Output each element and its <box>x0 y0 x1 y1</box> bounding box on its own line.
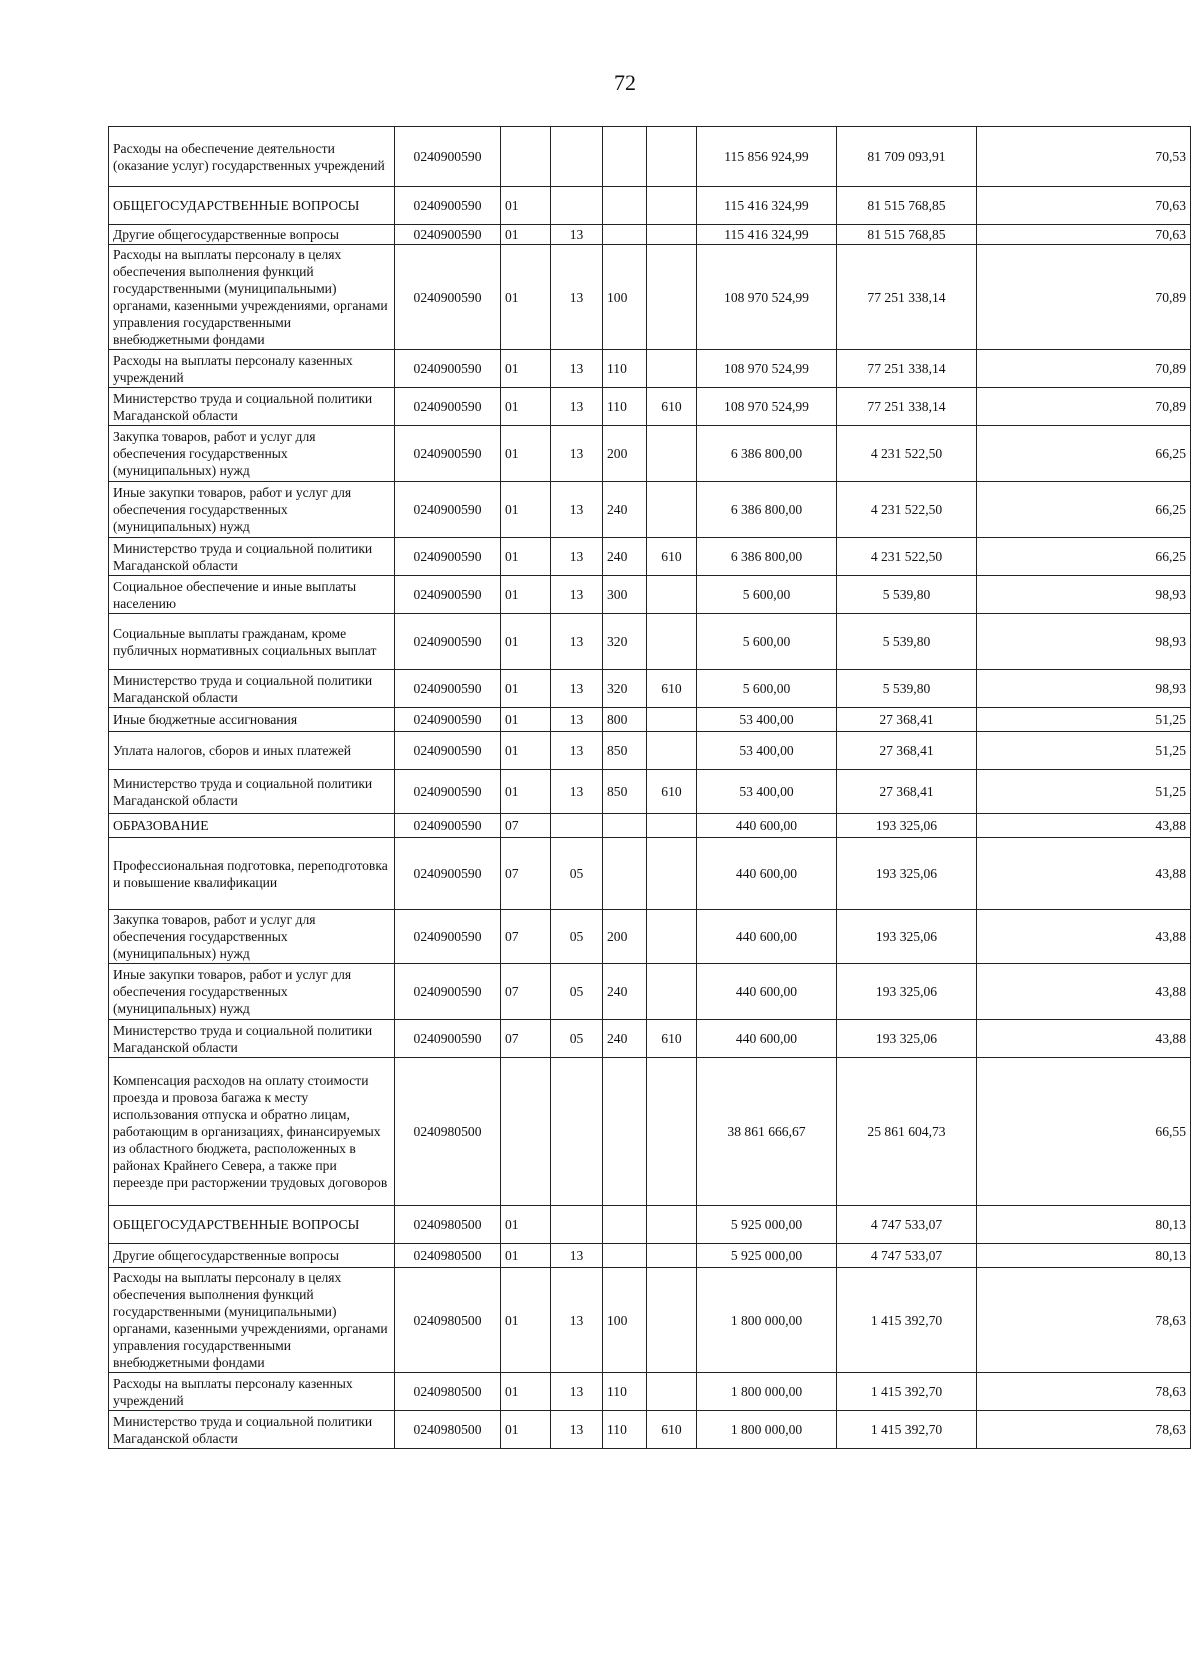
cell-name: Социальное обеспечение и иные выплаты населению <box>109 576 395 614</box>
cell-code: 0240900590 <box>395 838 501 910</box>
cell-grbs: 610 <box>647 388 697 426</box>
cell-code: 0240900590 <box>395 350 501 388</box>
cell-plan: 440 600,00 <box>697 814 837 838</box>
cell-actual: 193 325,06 <box>837 814 977 838</box>
cell-name: Министерство труда и социальной политики Магаданской области <box>109 1411 395 1449</box>
cell-name: Закупка товаров, работ и услуг для обеспечения государственных (муниципальных) нужд <box>109 426 395 482</box>
cell-rz: 01 <box>501 538 551 576</box>
table-row <box>109 1206 1191 1244</box>
cell-name: Закупка товаров, работ и услуг для обеспечения государственных (муниципальных) нужд <box>109 910 395 964</box>
cell-code: 0240900590 <box>395 127 501 187</box>
cell-plan: 440 600,00 <box>697 910 837 964</box>
cell-code: 0240900590 <box>395 1020 501 1058</box>
cell-rz: 07 <box>501 838 551 910</box>
cell-pr: 13 <box>551 225 603 245</box>
cell-plan: 5 600,00 <box>697 670 837 708</box>
cell-name: ОБЩЕГОСУДАРСТВЕННЫЕ ВОПРОСЫ <box>109 187 395 225</box>
cell-percent: 78,63 <box>977 1268 1191 1373</box>
cell-name: Расходы на обеспечение деятельности (оказание услуг) государственных учреждений <box>109 127 395 187</box>
cell-name: ОБЩЕГОСУДАРСТВЕННЫЕ ВОПРОСЫ <box>109 1206 395 1244</box>
cell-name: Уплата налогов, сборов и иных платежей <box>109 732 395 770</box>
cell-vr: 100 <box>603 245 647 350</box>
table-row <box>109 838 1191 910</box>
cell-actual: 77 251 338,14 <box>837 350 977 388</box>
cell-plan: 115 416 324,99 <box>697 187 837 225</box>
cell-pr: 05 <box>551 964 603 1020</box>
cell-code: 0240900590 <box>395 910 501 964</box>
cell-plan: 440 600,00 <box>697 964 837 1020</box>
cell-vr: 110 <box>603 1411 647 1449</box>
cell-grbs <box>647 1058 697 1206</box>
cell-name: Расходы на выплаты персоналу казенных учреждений <box>109 350 395 388</box>
cell-pr: 13 <box>551 614 603 670</box>
cell-actual: 4 231 522,50 <box>837 482 977 538</box>
cell-name: Расходы на выплаты персоналу в целях обеспечения выполнения функций государственными (муниципальными) органами, казенными учреждениями, органами управления государственными внебюджетными фондами <box>109 245 395 350</box>
cell-percent: 98,93 <box>977 576 1191 614</box>
cell-vr: 800 <box>603 708 647 732</box>
cell-grbs <box>647 1373 697 1411</box>
cell-percent: 80,13 <box>977 1206 1191 1244</box>
cell-rz: 01 <box>501 708 551 732</box>
cell-percent: 70,63 <box>977 225 1191 245</box>
cell-pr <box>551 127 603 187</box>
cell-grbs <box>647 814 697 838</box>
cell-rz: 01 <box>501 576 551 614</box>
cell-rz: 01 <box>501 225 551 245</box>
cell-pr: 13 <box>551 1268 603 1373</box>
cell-plan: 5 925 000,00 <box>697 1244 837 1268</box>
cell-plan: 1 800 000,00 <box>697 1373 837 1411</box>
cell-vr: 240 <box>603 482 647 538</box>
cell-grbs <box>647 1244 697 1268</box>
cell-pr <box>551 1058 603 1206</box>
cell-code: 0240900590 <box>395 225 501 245</box>
cell-actual: 81 515 768,85 <box>837 187 977 225</box>
cell-pr: 13 <box>551 732 603 770</box>
cell-grbs <box>647 1268 697 1373</box>
cell-percent: 43,88 <box>977 910 1191 964</box>
cell-actual: 27 368,41 <box>837 732 977 770</box>
cell-vr: 850 <box>603 770 647 814</box>
cell-rz: 07 <box>501 964 551 1020</box>
cell-actual: 193 325,06 <box>837 910 977 964</box>
table-row <box>109 1373 1191 1411</box>
cell-actual: 5 539,80 <box>837 670 977 708</box>
cell-name: Министерство труда и социальной политики Магаданской области <box>109 538 395 576</box>
cell-rz: 01 <box>501 732 551 770</box>
cell-rz <box>501 127 551 187</box>
cell-actual: 4 231 522,50 <box>837 538 977 576</box>
table-row <box>109 1244 1191 1268</box>
cell-plan: 5 600,00 <box>697 614 837 670</box>
table-row <box>109 1411 1191 1449</box>
cell-plan: 108 970 524,99 <box>697 350 837 388</box>
cell-rz: 01 <box>501 1411 551 1449</box>
table-row <box>109 910 1191 964</box>
cell-vr: 110 <box>603 388 647 426</box>
cell-pr <box>551 814 603 838</box>
cell-plan: 5 925 000,00 <box>697 1206 837 1244</box>
cell-vr: 240 <box>603 538 647 576</box>
cell-rz: 01 <box>501 187 551 225</box>
cell-name: Расходы на выплаты персоналу казенных учреждений <box>109 1373 395 1411</box>
table-row <box>109 1058 1191 1206</box>
cell-code: 0240900590 <box>395 426 501 482</box>
cell-vr: 200 <box>603 426 647 482</box>
table-row <box>109 670 1191 708</box>
table-row <box>109 388 1191 426</box>
cell-pr: 13 <box>551 1244 603 1268</box>
cell-vr <box>603 814 647 838</box>
cell-code: 0240980500 <box>395 1411 501 1449</box>
page-number: 72 <box>614 70 636 95</box>
table-row <box>109 245 1191 350</box>
table-row <box>109 732 1191 770</box>
table-row <box>109 964 1191 1020</box>
cell-actual: 77 251 338,14 <box>837 388 977 426</box>
cell-grbs <box>647 187 697 225</box>
cell-actual: 5 539,80 <box>837 614 977 670</box>
cell-percent: 70,89 <box>977 388 1191 426</box>
cell-actual: 193 325,06 <box>837 1020 977 1058</box>
cell-grbs <box>647 732 697 770</box>
cell-plan: 6 386 800,00 <box>697 426 837 482</box>
cell-code: 0240980500 <box>395 1058 501 1206</box>
cell-grbs <box>647 910 697 964</box>
cell-pr: 13 <box>551 350 603 388</box>
cell-percent: 51,25 <box>977 770 1191 814</box>
cell-rz: 01 <box>501 770 551 814</box>
cell-pr: 13 <box>551 708 603 732</box>
cell-plan: 440 600,00 <box>697 1020 837 1058</box>
cell-pr: 13 <box>551 482 603 538</box>
cell-percent: 78,63 <box>977 1411 1191 1449</box>
cell-grbs <box>647 426 697 482</box>
table-row <box>109 538 1191 576</box>
cell-vr: 240 <box>603 1020 647 1058</box>
cell-plan: 1 800 000,00 <box>697 1411 837 1449</box>
cell-code: 0240900590 <box>395 576 501 614</box>
cell-percent: 43,88 <box>977 1020 1191 1058</box>
cell-vr <box>603 187 647 225</box>
cell-percent: 51,25 <box>977 708 1191 732</box>
cell-actual: 81 709 093,91 <box>837 127 977 187</box>
table-row <box>109 187 1191 225</box>
cell-actual: 4 231 522,50 <box>837 426 977 482</box>
cell-pr: 13 <box>551 426 603 482</box>
cell-pr: 13 <box>551 576 603 614</box>
cell-rz: 01 <box>501 1268 551 1373</box>
cell-name: Другие общегосударственные вопросы <box>109 225 395 245</box>
cell-plan: 6 386 800,00 <box>697 538 837 576</box>
cell-actual: 193 325,06 <box>837 964 977 1020</box>
cell-vr: 100 <box>603 1268 647 1373</box>
cell-code: 0240900590 <box>395 708 501 732</box>
cell-pr: 05 <box>551 910 603 964</box>
cell-actual: 4 747 533,07 <box>837 1244 977 1268</box>
cell-grbs <box>647 838 697 910</box>
cell-vr <box>603 127 647 187</box>
cell-pr: 13 <box>551 1411 603 1449</box>
cell-percent: 66,55 <box>977 1058 1191 1206</box>
cell-grbs <box>647 614 697 670</box>
cell-vr: 320 <box>603 614 647 670</box>
cell-code: 0240900590 <box>395 538 501 576</box>
cell-actual: 27 368,41 <box>837 708 977 732</box>
cell-percent: 43,88 <box>977 814 1191 838</box>
cell-name: Министерство труда и социальной политики Магаданской области <box>109 670 395 708</box>
cell-rz: 01 <box>501 670 551 708</box>
cell-plan: 108 970 524,99 <box>697 245 837 350</box>
cell-code: 0240900590 <box>395 670 501 708</box>
cell-plan: 38 861 666,67 <box>697 1058 837 1206</box>
cell-vr: 200 <box>603 910 647 964</box>
cell-plan: 53 400,00 <box>697 708 837 732</box>
cell-name: Другие общегосударственные вопросы <box>109 1244 395 1268</box>
cell-name: Иные закупки товаров, работ и услуг для обеспечения государственных (муниципальных) нужд <box>109 964 395 1020</box>
cell-pr <box>551 187 603 225</box>
cell-rz: 01 <box>501 388 551 426</box>
table-body <box>109 127 1191 1449</box>
cell-actual: 27 368,41 <box>837 770 977 814</box>
cell-rz: 01 <box>501 1206 551 1244</box>
cell-code: 0240980500 <box>395 1268 501 1373</box>
cell-name: Социальные выплаты гражданам, кроме публичных нормативных социальных выплат <box>109 614 395 670</box>
cell-rz: 07 <box>501 814 551 838</box>
cell-vr <box>603 838 647 910</box>
table-row <box>109 1020 1191 1058</box>
table-row <box>109 482 1191 538</box>
cell-grbs: 610 <box>647 1020 697 1058</box>
cell-rz: 07 <box>501 1020 551 1058</box>
cell-vr: 300 <box>603 576 647 614</box>
cell-plan: 1 800 000,00 <box>697 1268 837 1373</box>
cell-grbs: 610 <box>647 1411 697 1449</box>
cell-code: 0240900590 <box>395 614 501 670</box>
cell-vr <box>603 225 647 245</box>
cell-pr: 05 <box>551 838 603 910</box>
cell-actual: 1 415 392,70 <box>837 1411 977 1449</box>
cell-plan: 6 386 800,00 <box>697 482 837 538</box>
cell-name: ОБРАЗОВАНИЕ <box>109 814 395 838</box>
cell-pr: 13 <box>551 245 603 350</box>
cell-rz: 01 <box>501 245 551 350</box>
cell-percent: 70,63 <box>977 187 1191 225</box>
cell-grbs <box>647 127 697 187</box>
cell-percent: 70,89 <box>977 245 1191 350</box>
cell-actual: 1 415 392,70 <box>837 1373 977 1411</box>
cell-grbs <box>647 245 697 350</box>
cell-name: Компенсация расходов на оплату стоимости проезда и провоза багажа к месту использования отпуска и обратно лицам, работающим в организациях, финансируемых из областного бюджета, расположенных в районах Крайнего Севера, а также при переезде при расторжении трудовых договоров <box>109 1058 395 1206</box>
cell-pr: 13 <box>551 1373 603 1411</box>
cell-grbs: 610 <box>647 770 697 814</box>
cell-actual: 1 415 392,70 <box>837 1268 977 1373</box>
cell-code: 0240980500 <box>395 1206 501 1244</box>
cell-plan: 53 400,00 <box>697 770 837 814</box>
table-row <box>109 708 1191 732</box>
cell-name: Иные закупки товаров, работ и услуг для обеспечения государственных (муниципальных) нужд <box>109 482 395 538</box>
cell-rz: 01 <box>501 350 551 388</box>
cell-actual: 5 539,80 <box>837 576 977 614</box>
cell-code: 0240900590 <box>395 187 501 225</box>
cell-percent: 98,93 <box>977 670 1191 708</box>
cell-code: 0240900590 <box>395 245 501 350</box>
cell-percent: 80,13 <box>977 1244 1191 1268</box>
table-row <box>109 225 1191 245</box>
cell-name: Профессиональная подготовка, переподготовка и повышение квалификации <box>109 838 395 910</box>
cell-percent: 98,93 <box>977 614 1191 670</box>
cell-pr: 13 <box>551 770 603 814</box>
cell-actual: 4 747 533,07 <box>837 1206 977 1244</box>
cell-grbs <box>647 225 697 245</box>
cell-code: 0240900590 <box>395 482 501 538</box>
cell-name: Министерство труда и социальной политики Магаданской области <box>109 770 395 814</box>
table-row <box>109 814 1191 838</box>
cell-vr: 110 <box>603 1373 647 1411</box>
cell-grbs <box>647 350 697 388</box>
budget-table <box>108 126 1191 1449</box>
cell-rz: 01 <box>501 614 551 670</box>
cell-plan: 53 400,00 <box>697 732 837 770</box>
cell-percent: 43,88 <box>977 964 1191 1020</box>
cell-percent: 51,25 <box>977 732 1191 770</box>
cell-vr <box>603 1058 647 1206</box>
cell-pr <box>551 1206 603 1244</box>
cell-code: 0240980500 <box>395 1244 501 1268</box>
cell-pr: 05 <box>551 1020 603 1058</box>
cell-percent: 66,25 <box>977 482 1191 538</box>
cell-grbs <box>647 964 697 1020</box>
cell-actual: 77 251 338,14 <box>837 245 977 350</box>
cell-grbs: 610 <box>647 670 697 708</box>
cell-grbs: 610 <box>647 538 697 576</box>
cell-percent: 66,25 <box>977 426 1191 482</box>
table-row <box>109 1268 1191 1373</box>
cell-vr <box>603 1244 647 1268</box>
cell-code: 0240900590 <box>395 732 501 770</box>
cell-pr: 13 <box>551 670 603 708</box>
cell-pr: 13 <box>551 388 603 426</box>
cell-percent: 70,53 <box>977 127 1191 187</box>
cell-rz: 07 <box>501 910 551 964</box>
cell-vr <box>603 1206 647 1244</box>
cell-name: Министерство труда и социальной политики Магаданской области <box>109 1020 395 1058</box>
cell-rz <box>501 1058 551 1206</box>
cell-plan: 115 856 924,99 <box>697 127 837 187</box>
cell-grbs <box>647 576 697 614</box>
cell-name: Министерство труда и социальной политики Магаданской области <box>109 388 395 426</box>
cell-name: Иные бюджетные ассигнования <box>109 708 395 732</box>
cell-grbs <box>647 708 697 732</box>
cell-code: 0240900590 <box>395 964 501 1020</box>
cell-plan: 5 600,00 <box>697 576 837 614</box>
cell-grbs <box>647 482 697 538</box>
cell-pr: 13 <box>551 538 603 576</box>
table-row <box>109 426 1191 482</box>
table-row <box>109 350 1191 388</box>
cell-actual: 193 325,06 <box>837 838 977 910</box>
cell-code: 0240900590 <box>395 814 501 838</box>
cell-code: 0240980500 <box>395 1373 501 1411</box>
cell-vr: 240 <box>603 964 647 1020</box>
cell-name: Расходы на выплаты персоналу в целях обеспечения выполнения функций государственными (муниципальными) органами, казенными учреждениями, органами управления государственными внебюджетными фондами <box>109 1268 395 1373</box>
table-row <box>109 770 1191 814</box>
cell-rz: 01 <box>501 426 551 482</box>
cell-plan: 115 416 324,99 <box>697 225 837 245</box>
cell-percent: 43,88 <box>977 838 1191 910</box>
cell-grbs <box>647 1206 697 1244</box>
cell-rz: 01 <box>501 1373 551 1411</box>
cell-actual: 25 861 604,73 <box>837 1058 977 1206</box>
cell-plan: 440 600,00 <box>697 838 837 910</box>
cell-percent: 70,89 <box>977 350 1191 388</box>
cell-rz: 01 <box>501 1244 551 1268</box>
cell-actual: 81 515 768,85 <box>837 225 977 245</box>
cell-percent: 66,25 <box>977 538 1191 576</box>
cell-vr: 110 <box>603 350 647 388</box>
cell-code: 0240900590 <box>395 770 501 814</box>
cell-rz: 01 <box>501 482 551 538</box>
table-row <box>109 127 1191 187</box>
cell-percent: 78,63 <box>977 1373 1191 1411</box>
cell-vr: 850 <box>603 732 647 770</box>
cell-code: 0240900590 <box>395 388 501 426</box>
cell-vr: 320 <box>603 670 647 708</box>
cell-plan: 108 970 524,99 <box>697 388 837 426</box>
table-row <box>109 576 1191 614</box>
table-row <box>109 614 1191 670</box>
